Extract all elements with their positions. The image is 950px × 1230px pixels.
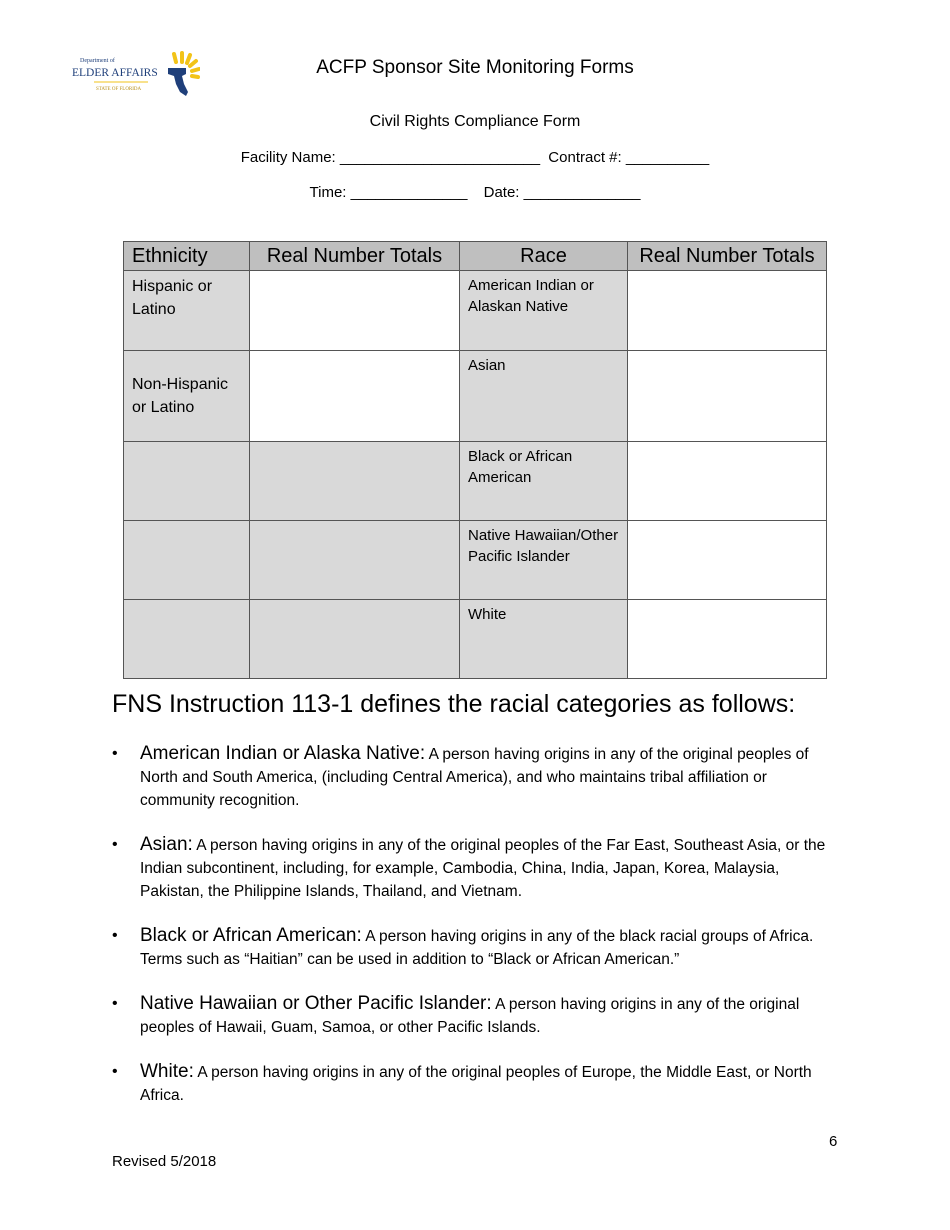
race-total-input[interactable] [628, 271, 827, 351]
definitions-heading: FNS Instruction 113-1 defines the racial categories as follows: [112, 690, 796, 718]
race-cell [460, 600, 628, 679]
revision-date: Revised 5/2018 [112, 1153, 217, 1170]
race-label: Black or African American [468, 448, 573, 486]
list-item [112, 992, 842, 1039]
date-field[interactable]: ______________ [523, 184, 641, 201]
ethnicity-label: Non-Hispanic or Latino [132, 376, 229, 416]
list-item [112, 924, 842, 971]
race-label: American Indian or Alaskan Native [468, 277, 594, 315]
table-row [124, 271, 827, 351]
race-total-input[interactable] [628, 442, 827, 521]
ethnicity-cell [124, 442, 250, 521]
ethnicity-label: Hispanic or Latino [132, 278, 213, 318]
list-item [112, 742, 842, 812]
list-item [112, 1060, 842, 1107]
race-total-input[interactable] [628, 521, 827, 600]
definition-text: A person having origins in any of the original peoples of Europe, the Middle East, or North Africa. [140, 1064, 812, 1104]
race-cell [460, 271, 628, 351]
form-subtitle: Civil Rights Compliance Form [369, 113, 581, 130]
bullet-icon: • [112, 745, 118, 762]
race-label: Asian [468, 357, 506, 374]
ethnicity-total-input[interactable] [250, 351, 460, 442]
definition-term: Asian: [140, 834, 193, 855]
definition-text: A person having origins in any of the original peoples of Hawaii, Guam, Samoa, or other Pacific Islands. [140, 996, 800, 1036]
definition-term: Black or African American: [140, 925, 362, 946]
bullet-icon: • [112, 836, 118, 853]
ethnicity-cell [124, 271, 250, 351]
race-cell [460, 521, 628, 600]
bullet-icon: • [112, 1063, 118, 1080]
ethnicity-race-table [123, 241, 827, 679]
table-row [124, 600, 827, 679]
facility-name-label: Facility Name: [240, 149, 336, 166]
definitions-list [112, 742, 842, 1128]
table-row [124, 351, 827, 442]
ethnicity-total-empty [250, 521, 460, 600]
definition-text: A person having origins in any of the original peoples of North and South America, (including Central America), and who maintains tribal affiliation or community recognition. [140, 746, 809, 809]
race-total-input[interactable] [628, 600, 827, 679]
time-field[interactable]: ______________ [350, 184, 468, 201]
race-label: White [468, 606, 507, 623]
race-label: Native Hawaiian/Other Pacific Islander [468, 527, 619, 565]
definition-term: White: [140, 1061, 194, 1082]
ethnicity-cell [124, 351, 250, 442]
contract-number-field[interactable]: __________ [625, 149, 710, 166]
logo-line3: STATE OF FLORIDA [96, 87, 142, 92]
ethnicity-totals-header: Real Number Totals [250, 242, 460, 271]
ethnicity-header: Ethnicity [124, 242, 250, 271]
definition-term: Native Hawaiian or Other Pacific Islander: [140, 993, 492, 1014]
race-cell [460, 442, 628, 521]
contract-number-label: Contract #: [548, 149, 622, 166]
facility-name-field[interactable]: ________________________ [339, 149, 541, 166]
ethnicity-cell [124, 521, 250, 600]
date-label: Date: [483, 184, 520, 201]
race-cell [460, 351, 628, 442]
race-total-input[interactable] [628, 351, 827, 442]
definition-text: A person having origins in any of the black racial groups of Africa. Terms such as “Haitian” can be used in addition to “Black or African American.” [140, 928, 814, 968]
race-header: Race [460, 242, 628, 271]
bullet-icon: • [112, 995, 118, 1012]
ethnicity-cell [124, 600, 250, 679]
bullet-icon: • [112, 927, 118, 944]
logo-line1: Department of [80, 58, 115, 64]
race-totals-header: Real Number Totals [628, 242, 827, 271]
ethnicity-total-input[interactable] [250, 271, 460, 351]
table-header-row [124, 242, 827, 271]
list-item [112, 833, 842, 903]
definition-term: American Indian or Alaska Native: [140, 743, 426, 764]
ethnicity-total-empty [250, 600, 460, 679]
table-row [124, 442, 827, 521]
logo-line2: ELDER AFFAIRS [72, 67, 158, 79]
page-number: 6 [829, 1133, 838, 1150]
facility-contract-line [0, 149, 950, 166]
table-row [124, 521, 827, 600]
ethnicity-total-empty [250, 442, 460, 521]
document-title: ACFP Sponsor Site Monitoring Forms [316, 57, 634, 78]
definition-text: A person having origins in any of the original peoples of the Far East, Southeast Asia, or the Indian subcontinent, including, for example, Cambodia, China, India, Japan, Korea, Malaysia, Pakistan, the Philippine Islands, Thailand, and Vietnam. [140, 837, 826, 900]
time-label: Time: [309, 184, 347, 201]
time-date-line [0, 184, 950, 201]
